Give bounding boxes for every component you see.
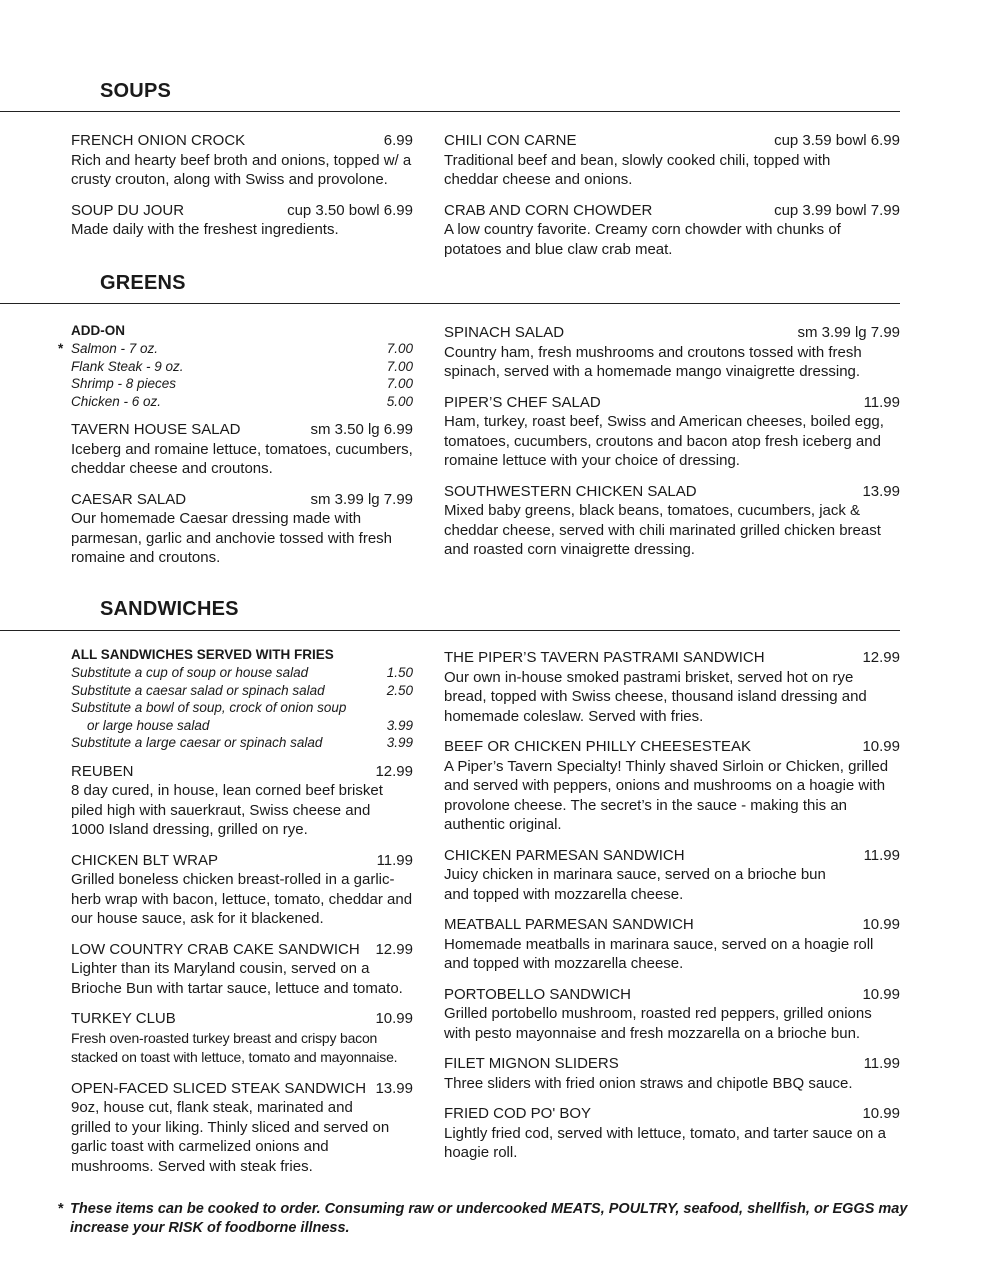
item-price: cup 3.59 bowl 6.99 (774, 132, 900, 149)
item-description: Fresh oven-roasted turkey breast and crispy bacon stacked on toast with lettuce, tomato and mayonnaise. (71, 1029, 398, 1065)
menu-item (71, 762, 413, 840)
menu-item (444, 482, 900, 560)
item-price: sm 3.99 lg 7.99 (310, 490, 413, 508)
addon-name: Salmon - 7 oz. (71, 341, 159, 356)
soups-right-column (444, 131, 900, 270)
item-description: Grilled portobello mushroom, roasted red peppers, grilled onions with pesto mayonnaise and fresh mozzarella on a brioche bun. (444, 1005, 872, 1042)
item-name: SOUTHWESTERN CHICKEN SALAD (444, 482, 697, 500)
item-description: Ham, turkey, roast beef, Swiss and American cheeses, boiled egg, tomatoes, cucumbers, croutons and bacon atop fresh iceberg and romaine lettuce with your choice of dressing. (444, 413, 884, 469)
addon-price: 7.00 (386, 358, 413, 374)
item-price: cup 3.50 bowl 6.99 (287, 201, 413, 219)
item-description: Traditional beef and bean, slowly cooked chili, topped with cheddar cheese and onions. (444, 151, 831, 188)
item-name: FRENCH ONION CROCK (71, 132, 246, 149)
substitute-price: 3.99 (386, 735, 413, 750)
addon-name: Chicken - 6 oz. (71, 393, 162, 409)
menu-item (444, 201, 900, 260)
menu-item (71, 131, 413, 190)
menu-item (444, 985, 900, 1044)
soups-heading: SOUPS (100, 80, 172, 102)
substitute-name: Substitute a cup of soup or house salad (71, 665, 309, 680)
item-price: 10.99 (862, 738, 900, 755)
item-description: Our own in-house smoked pastrami brisket, served hot on rye bread, topped with Swiss cheese, thousand island dressing and homemade coleslaw. Served with fries. (444, 668, 867, 725)
substitute-price: 2.50 (386, 682, 413, 698)
addon-heading: ADD-ON (71, 323, 125, 338)
item-price: 10.99 (862, 916, 900, 933)
sandwiches-divider (0, 630, 900, 631)
item-price: 11.99 (863, 1055, 900, 1072)
item-name: CHILI CON CARNE (444, 132, 577, 149)
addon-price: 7.00 (386, 376, 413, 391)
item-description: Lighter than its Maryland cousin, served on a Brioche Bun with tartar sauce, lettuce and tomato. (71, 960, 403, 997)
item-description: Grilled boneless chicken breast-rolled in a garlic-herb wrap with bacon, lettuce, tomato, cheddar and our house sauce, ask for it blackened. (71, 871, 413, 927)
item-name: CHICKEN PARMESAN SANDWICH (444, 846, 685, 864)
item-price: 13.99 (862, 482, 900, 500)
substitute-row (71, 734, 413, 752)
item-name: REUBEN (71, 762, 134, 780)
item-description: 8 day cured, in house, lean corned beef brisket piled high with sauerkraut, Swiss cheese and 1000 Island dressing, grilled on rye. (71, 782, 383, 838)
menu-item (444, 648, 900, 726)
menu-item (71, 940, 413, 999)
item-price: 11.99 (376, 851, 413, 869)
menu-item (444, 323, 900, 382)
item-description: A Piper’s Tavern Specialty! Thinly shaved Sirloin or Chicken, grilled and served with peppers, onions and mushrooms on a hoagie with provolone cheese. The secret’s in the sauce - making this an authentic original. (444, 757, 889, 833)
item-name: OPEN-FACED SLICED STEAK SANDWICH (71, 1079, 367, 1097)
item-name: TURKEY CLUB (71, 1010, 176, 1027)
menu-item (444, 1104, 900, 1163)
menu-item (444, 915, 900, 974)
footnote-text: These items can be cooked to order. Consuming raw or undercooked MEATS, POULTRY, seafood, shellfish, or EGGS may increase your RISK of foodborne illness. (70, 1201, 908, 1236)
addon-row (71, 358, 413, 376)
substitute-price: 3.99 (386, 717, 413, 733)
item-name: SOUP DU JOUR (71, 201, 185, 219)
addon-row (58, 340, 413, 358)
item-price: 10.99 (862, 1105, 900, 1122)
addon-price: 5.00 (386, 393, 413, 409)
substitute-name: Substitute a bowl of soup, crock of onion soup (71, 700, 347, 715)
item-description: Lightly fried cod, served with lettuce, tomato, and tarter sauce on a hoagie roll. (444, 1124, 886, 1161)
substitute-price: 1.50 (386, 665, 413, 680)
sandwiches-heading: SANDWICHES (100, 598, 239, 620)
item-description: Rich and hearty beef broth and onions, topped w/ a crusty crouton, along with Swiss and provolone. (71, 151, 412, 188)
substitute-name: Substitute a caesar salad or spinach salad (71, 682, 325, 698)
item-description: Country ham, fresh mushrooms and croutons tossed with fresh spinach, served with a homemade mango vinaigrette dressing. (444, 343, 862, 380)
item-price: 13.99 (375, 1079, 413, 1097)
item-price: cup 3.99 bowl 7.99 (774, 201, 900, 219)
menu-item (444, 1054, 900, 1093)
item-price: sm 3.50 lg 6.99 (310, 421, 413, 438)
item-name: THE PIPER’S TAVERN PASTRAMI SANDWICH (444, 649, 765, 666)
fries-note: ALL SANDWICHES SERVED WITH FRIES (71, 647, 334, 662)
item-description: Our homemade Caesar dressing made with parmesan, garlic and anchovie tossed with fresh romaine and croutons. (71, 510, 393, 566)
addon-price: 7.00 (386, 341, 413, 356)
menu-item (71, 201, 413, 240)
substitute-name: or large house salad (87, 717, 210, 733)
sandwiches-right-column (444, 648, 900, 1174)
item-price: 12.99 (375, 762, 413, 780)
sandwiches-left-column (71, 646, 413, 1187)
item-name: FILET MIGNON SLIDERS (444, 1055, 619, 1072)
item-price: 10.99 (862, 985, 900, 1003)
soups-divider (0, 111, 900, 112)
item-name: BEEF OR CHICKEN PHILLY CHEESESTEAK (444, 738, 752, 755)
menu-item (444, 131, 900, 190)
addon-row (71, 393, 413, 411)
asterisk-mark: * (58, 1201, 64, 1217)
item-price: 12.99 (862, 649, 900, 666)
substitute-row (71, 682, 413, 700)
menu-item (71, 490, 413, 568)
food-safety-footnote (58, 1200, 910, 1238)
item-name: CRAB AND CORN CHOWDER (444, 201, 653, 219)
greens-divider (0, 303, 900, 304)
item-name: MEATBALL PARMESAN SANDWICH (444, 916, 694, 933)
item-name: TAVERN HOUSE SALAD (71, 421, 241, 438)
addon-name: Shrimp - 8 pieces (71, 376, 177, 391)
item-name: CAESAR SALAD (71, 490, 187, 508)
greens-heading: GREENS (100, 272, 186, 294)
menu-item (71, 1009, 413, 1068)
item-price: 12.99 (375, 940, 413, 958)
item-price: 10.99 (375, 1010, 413, 1027)
addon-row (71, 375, 413, 393)
substitute-row (71, 699, 413, 717)
item-name: CHICKEN BLT WRAP (71, 851, 218, 869)
item-name: SPINACH SALAD (444, 324, 565, 341)
addon-name: Flank Steak - 9 oz. (71, 358, 184, 374)
item-name: LOW COUNTRY CRAB CAKE SANDWICH (71, 940, 360, 958)
substitute-list (71, 646, 413, 752)
item-name: FRIED COD PO' BOY (444, 1105, 592, 1122)
item-price: 6.99 (383, 132, 413, 149)
substitute-row (71, 717, 413, 735)
item-description: Iceberg and romaine lettuce, tomatoes, cucumbers, cheddar cheese and croutons. (71, 440, 413, 477)
menu-item (71, 851, 413, 929)
item-description: Homemade meatballs in marinara sauce, served on a hoagie roll and topped with mozzarella cheese. (444, 935, 874, 972)
item-description: Three sliders with fried onion straws and chipotle BBQ sauce. (444, 1074, 853, 1092)
soups-left-column (71, 131, 413, 251)
item-price: 11.99 (863, 846, 900, 864)
item-name: PIPER’S CHEF SALAD (444, 393, 601, 411)
item-description: 9oz, house cut, flank steak, marinated and grilled to your liking. Thinly sliced and served on garlic toast with carmelized onions and mushrooms. Served with steak fries. (71, 1099, 390, 1175)
substitute-name: Substitute a large caesar or spinach salad (71, 735, 323, 750)
menu-item (71, 1079, 413, 1177)
menu-item (444, 737, 900, 835)
item-price: sm 3.99 lg 7.99 (797, 324, 900, 341)
item-description: Made daily with the freshest ingredients. (71, 221, 339, 238)
item-description: A low country favorite. Creamy corn chowder with chunks of potatoes and blue claw crab meat. (444, 221, 841, 258)
item-price: 11.99 (863, 393, 900, 411)
item-description: Juicy chicken in marinara sauce, served on a brioche bun and topped with mozzarella cheese. (444, 866, 826, 903)
greens-right-column (444, 323, 900, 571)
menu-item (444, 846, 900, 905)
asterisk-mark: * (58, 341, 64, 356)
item-name: PORTOBELLO SANDWICH (444, 985, 631, 1003)
item-description: Mixed baby greens, black beans, tomatoes, cucumbers, jack & cheddar cheese, served with chili marinated grilled chicken breast and roasted corn vinaigrette dressing. (444, 502, 881, 558)
addon-list (58, 322, 413, 410)
menu-item (444, 393, 900, 471)
substitute-row (71, 664, 413, 682)
menu-item (71, 420, 413, 479)
greens-left-column (58, 322, 413, 579)
